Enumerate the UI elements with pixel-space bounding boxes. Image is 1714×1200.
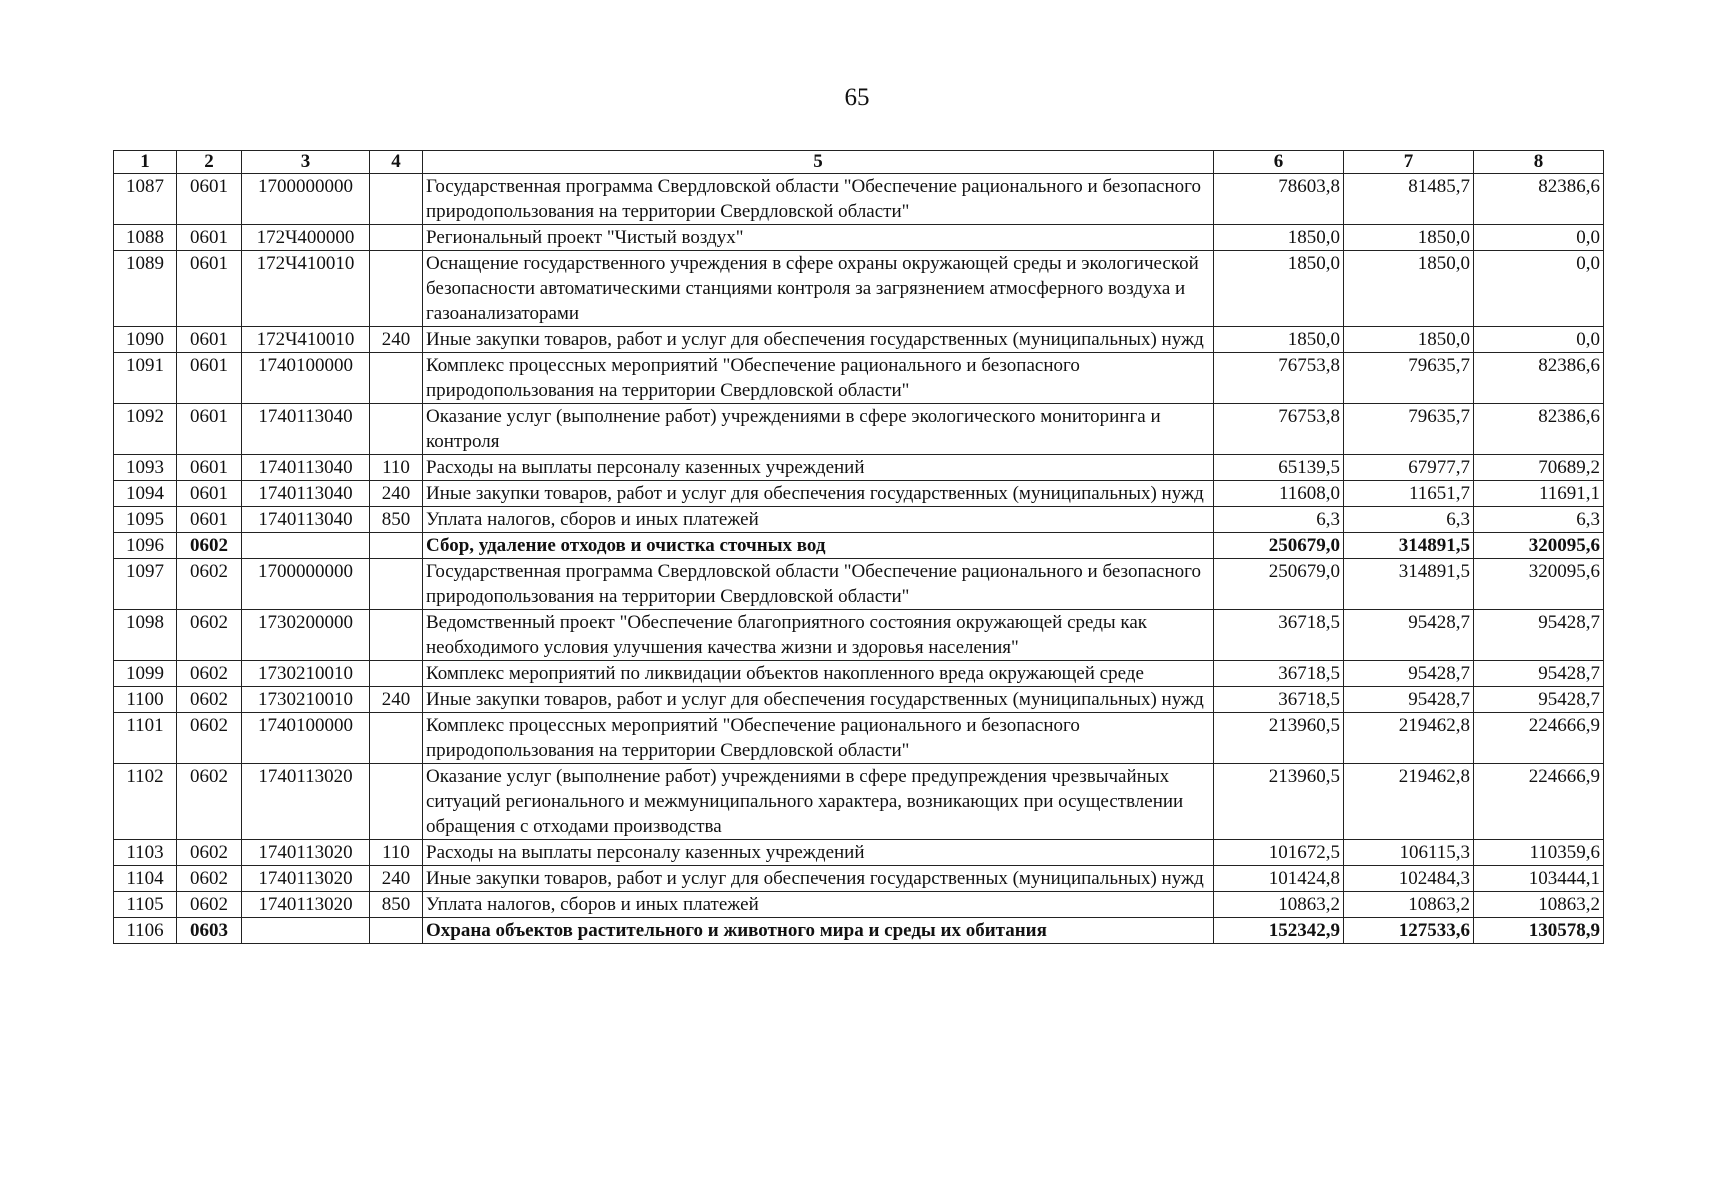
amount-col7: 219462,8	[1344, 764, 1474, 840]
amount-col8: 70689,2	[1474, 455, 1604, 481]
amount-col8: 82386,6	[1474, 174, 1604, 225]
amount-col8: 320095,6	[1474, 559, 1604, 610]
target-code	[242, 533, 370, 559]
amount-col6: 1850,0	[1214, 251, 1344, 327]
amount-col6: 10863,2	[1214, 892, 1344, 918]
amount-col7: 11651,7	[1344, 481, 1474, 507]
target-code: 1730210010	[242, 661, 370, 687]
column-header: 2	[177, 151, 242, 174]
table-row	[114, 533, 1604, 559]
expense-type	[370, 225, 423, 251]
amount-col8: 82386,6	[1474, 353, 1604, 404]
expense-type	[370, 174, 423, 225]
amount-col8: 224666,9	[1474, 764, 1604, 840]
item-name: Иные закупки товаров, работ и услуг для обеспечения государственных (муниципальных) нужд	[423, 481, 1214, 507]
amount-col6: 36718,5	[1214, 610, 1344, 661]
amount-col6: 36718,5	[1214, 661, 1344, 687]
row-number: 1088	[114, 225, 177, 251]
expense-type: 240	[370, 327, 423, 353]
table-row	[114, 481, 1604, 507]
row-number: 1096	[114, 533, 177, 559]
item-name: Региональный проект "Чистый воздух"	[423, 225, 1214, 251]
row-number: 1102	[114, 764, 177, 840]
item-name: Уплата налогов, сборов и иных платежей	[423, 507, 1214, 533]
row-number: 1091	[114, 353, 177, 404]
expense-type: 110	[370, 840, 423, 866]
section-code: 0601	[177, 455, 242, 481]
amount-col7: 67977,7	[1344, 455, 1474, 481]
amount-col6: 78603,8	[1214, 174, 1344, 225]
expense-type	[370, 404, 423, 455]
row-number: 1097	[114, 559, 177, 610]
table-row	[114, 225, 1604, 251]
amount-col7: 106115,3	[1344, 840, 1474, 866]
amount-col7: 81485,7	[1344, 174, 1474, 225]
expense-type: 240	[370, 481, 423, 507]
expense-type: 110	[370, 455, 423, 481]
table-row	[114, 610, 1604, 661]
amount-col8: 130578,9	[1474, 918, 1604, 944]
section-code: 0601	[177, 481, 242, 507]
section-code: 0601	[177, 507, 242, 533]
section-code: 0602	[177, 713, 242, 764]
row-number: 1094	[114, 481, 177, 507]
amount-col7: 10863,2	[1344, 892, 1474, 918]
item-name: Расходы на выплаты персоналу казенных учреждений	[423, 455, 1214, 481]
table-row	[114, 174, 1604, 225]
amount-col6: 250679,0	[1214, 559, 1344, 610]
amount-col6: 101424,8	[1214, 866, 1344, 892]
item-name: Оснащение государственного учреждения в сфере охраны окружающей среды и экологической безопасности автоматическими станциями контроля за загрязнением атмосферного воздуха и газоанализаторами	[423, 251, 1214, 327]
row-number: 1095	[114, 507, 177, 533]
section-code: 0601	[177, 327, 242, 353]
column-header: 3	[242, 151, 370, 174]
expense-type: 850	[370, 507, 423, 533]
row-number: 1087	[114, 174, 177, 225]
row-number: 1099	[114, 661, 177, 687]
item-name: Сбор, удаление отходов и очистка сточных вод	[423, 533, 1214, 559]
section-code: 0602	[177, 866, 242, 892]
table-row	[114, 840, 1604, 866]
section-code: 0602	[177, 892, 242, 918]
amount-col7: 79635,7	[1344, 353, 1474, 404]
amount-col6: 76753,8	[1214, 353, 1344, 404]
section-code: 0601	[177, 404, 242, 455]
amount-col8: 82386,6	[1474, 404, 1604, 455]
target-code: 172Ч410010	[242, 251, 370, 327]
amount-col7: 314891,5	[1344, 559, 1474, 610]
section-code: 0602	[177, 610, 242, 661]
target-code: 1740113020	[242, 892, 370, 918]
section-code: 0602	[177, 840, 242, 866]
table-row	[114, 353, 1604, 404]
section-code: 0602	[177, 661, 242, 687]
amount-col7: 95428,7	[1344, 610, 1474, 661]
table-row	[114, 327, 1604, 353]
target-code: 172Ч410010	[242, 327, 370, 353]
expense-type	[370, 764, 423, 840]
column-header: 1	[114, 151, 177, 174]
amount-col8: 110359,6	[1474, 840, 1604, 866]
section-code: 0601	[177, 353, 242, 404]
table-row	[114, 918, 1604, 944]
expense-type	[370, 661, 423, 687]
amount-col6: 76753,8	[1214, 404, 1344, 455]
table-row	[114, 713, 1604, 764]
amount-col6: 11608,0	[1214, 481, 1344, 507]
target-code: 1740113020	[242, 840, 370, 866]
item-name: Государственная программа Свердловской области "Обеспечение рационального и безопасного природопользования на территории Свердловской области"	[423, 174, 1214, 225]
amount-col8: 224666,9	[1474, 713, 1604, 764]
target-code: 1700000000	[242, 559, 370, 610]
target-code: 1740113020	[242, 866, 370, 892]
row-number: 1105	[114, 892, 177, 918]
item-name: Комплекс процессных мероприятий "Обеспечение рационального и безопасного природопользования на территории Свердловской области"	[423, 353, 1214, 404]
row-number: 1093	[114, 455, 177, 481]
row-number: 1090	[114, 327, 177, 353]
amount-col6: 152342,9	[1214, 918, 1344, 944]
item-name: Государственная программа Свердловской области "Обеспечение рационального и безопасного природопользования на территории Свердловской области"	[423, 559, 1214, 610]
amount-col8: 95428,7	[1474, 661, 1604, 687]
amount-col8: 0,0	[1474, 327, 1604, 353]
amount-col7: 127533,6	[1344, 918, 1474, 944]
item-name: Ведомственный проект "Обеспечение благоприятного состояния окружающей среды как необходимого условия улучшения качества жизни и здоровья населения"	[423, 610, 1214, 661]
table-row	[114, 507, 1604, 533]
table-header	[114, 151, 1604, 174]
item-name: Иные закупки товаров, работ и услуг для обеспечения государственных (муниципальных) нужд	[423, 687, 1214, 713]
amount-col8: 95428,7	[1474, 610, 1604, 661]
amount-col6: 36718,5	[1214, 687, 1344, 713]
target-code: 1740113040	[242, 455, 370, 481]
target-code: 1740100000	[242, 353, 370, 404]
section-code: 0602	[177, 764, 242, 840]
amount-col6: 1850,0	[1214, 225, 1344, 251]
table-row	[114, 251, 1604, 327]
section-code: 0602	[177, 533, 242, 559]
target-code: 1740113040	[242, 481, 370, 507]
section-code: 0601	[177, 251, 242, 327]
column-header: 7	[1344, 151, 1474, 174]
table-body	[114, 174, 1604, 944]
row-number: 1103	[114, 840, 177, 866]
amount-col7: 6,3	[1344, 507, 1474, 533]
table-row	[114, 866, 1604, 892]
expense-type	[370, 918, 423, 944]
section-code: 0601	[177, 174, 242, 225]
expense-type	[370, 610, 423, 661]
table-row	[114, 404, 1604, 455]
target-code: 1740113040	[242, 404, 370, 455]
amount-col7: 95428,7	[1344, 687, 1474, 713]
amount-col6: 101672,5	[1214, 840, 1344, 866]
item-name: Расходы на выплаты персоналу казенных учреждений	[423, 840, 1214, 866]
column-header: 8	[1474, 151, 1604, 174]
amount-col8: 103444,1	[1474, 866, 1604, 892]
target-code: 1700000000	[242, 174, 370, 225]
amount-col8: 95428,7	[1474, 687, 1604, 713]
amount-col7: 95428,7	[1344, 661, 1474, 687]
amount-col7: 1850,0	[1344, 225, 1474, 251]
expense-type	[370, 559, 423, 610]
section-code: 0602	[177, 559, 242, 610]
item-name: Комплекс процессных мероприятий "Обеспечение рационального и безопасного природопользования на территории Свердловской области"	[423, 713, 1214, 764]
expense-type	[370, 533, 423, 559]
target-code	[242, 918, 370, 944]
amount-col6: 213960,5	[1214, 764, 1344, 840]
target-code: 1730210010	[242, 687, 370, 713]
amount-col6: 65139,5	[1214, 455, 1344, 481]
section-code: 0602	[177, 687, 242, 713]
item-name: Уплата налогов, сборов и иных платежей	[423, 892, 1214, 918]
table-row	[114, 764, 1604, 840]
amount-col7: 102484,3	[1344, 866, 1474, 892]
amount-col8: 6,3	[1474, 507, 1604, 533]
amount-col7: 79635,7	[1344, 404, 1474, 455]
amount-col6: 250679,0	[1214, 533, 1344, 559]
column-header: 6	[1214, 151, 1344, 174]
table-row	[114, 559, 1604, 610]
amount-col8: 11691,1	[1474, 481, 1604, 507]
table-row	[114, 661, 1604, 687]
target-code: 1740100000	[242, 713, 370, 764]
column-header: 4	[370, 151, 423, 174]
page-number: 65	[844, 84, 870, 111]
amount-col8: 0,0	[1474, 225, 1604, 251]
amount-col7: 1850,0	[1344, 327, 1474, 353]
expense-type: 240	[370, 866, 423, 892]
row-number: 1104	[114, 866, 177, 892]
row-number: 1100	[114, 687, 177, 713]
row-number: 1089	[114, 251, 177, 327]
expense-type	[370, 713, 423, 764]
item-name: Иные закупки товаров, работ и услуг для обеспечения государственных (муниципальных) нужд	[423, 866, 1214, 892]
item-name: Комплекс мероприятий по ликвидации объектов накопленного вреда окружающей среде	[423, 661, 1214, 687]
expense-type: 850	[370, 892, 423, 918]
row-number: 1106	[114, 918, 177, 944]
expense-type: 240	[370, 687, 423, 713]
row-number: 1101	[114, 713, 177, 764]
amount-col8: 10863,2	[1474, 892, 1604, 918]
target-code: 172Ч400000	[242, 225, 370, 251]
row-number: 1098	[114, 610, 177, 661]
section-code: 0601	[177, 225, 242, 251]
budget-table	[113, 150, 1604, 944]
target-code: 1730200000	[242, 610, 370, 661]
target-code: 1740113040	[242, 507, 370, 533]
amount-col7: 219462,8	[1344, 713, 1474, 764]
amount-col8: 0,0	[1474, 251, 1604, 327]
amount-col7: 314891,5	[1344, 533, 1474, 559]
column-header: 5	[423, 151, 1214, 174]
section-code: 0603	[177, 918, 242, 944]
table-row	[114, 892, 1604, 918]
expense-type	[370, 251, 423, 327]
item-name: Иные закупки товаров, работ и услуг для обеспечения государственных (муниципальных) нужд	[423, 327, 1214, 353]
row-number: 1092	[114, 404, 177, 455]
amount-col6: 1850,0	[1214, 327, 1344, 353]
expense-type	[370, 353, 423, 404]
item-name: Оказание услуг (выполнение работ) учреждениями в сфере экологического мониторинга и контроля	[423, 404, 1214, 455]
amount-col7: 1850,0	[1344, 251, 1474, 327]
table-row	[114, 687, 1604, 713]
target-code: 1740113020	[242, 764, 370, 840]
amount-col6: 6,3	[1214, 507, 1344, 533]
item-name: Оказание услуг (выполнение работ) учреждениями в сфере предупреждения чрезвычайных ситуаций регионального и межмуниципального характера, возникающих при осуществлении обращения с отходами производства	[423, 764, 1214, 840]
amount-col6: 213960,5	[1214, 713, 1344, 764]
amount-col8: 320095,6	[1474, 533, 1604, 559]
table-row	[114, 455, 1604, 481]
item-name: Охрана объектов растительного и животного мира и среды их обитания	[423, 918, 1214, 944]
